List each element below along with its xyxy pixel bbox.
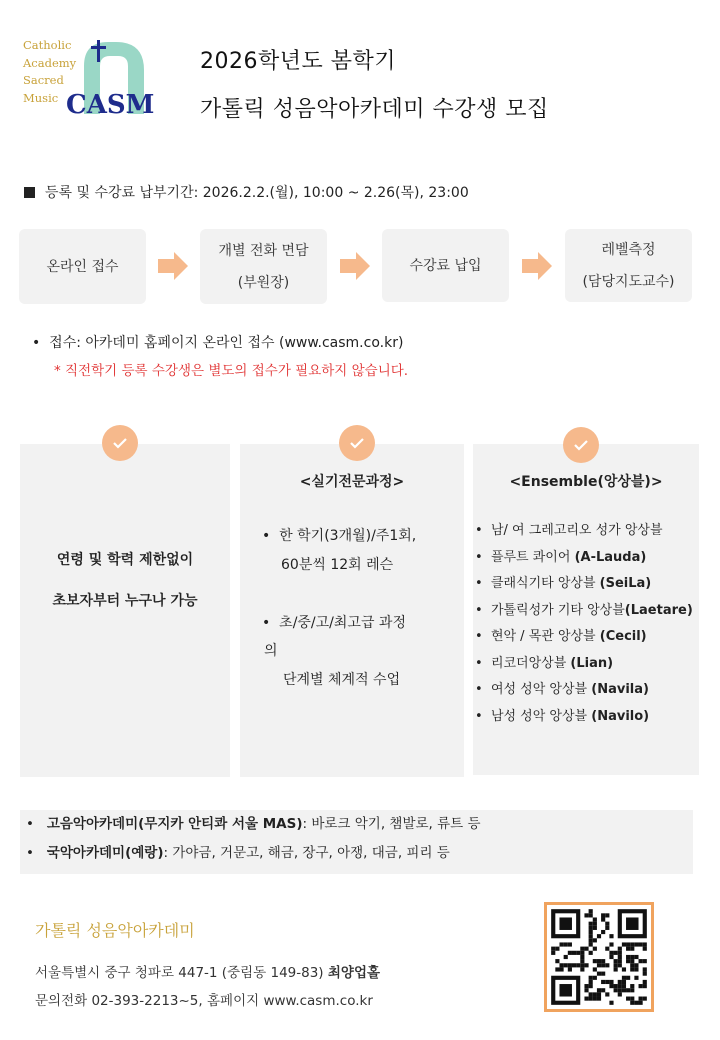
other-academies-box	[20, 810, 693, 874]
practical-course-item: • 한 학기(3개월)/주1회,	[262, 528, 417, 544]
other-academy-item: • 국악아카데미(예랑): 가야금, 거문고, 해금, 장구, 아쟁, 대금, 피리 등	[26, 845, 450, 861]
ensemble-list	[475, 518, 693, 730]
registration-info	[32, 332, 403, 352]
card-practical-course	[240, 444, 464, 777]
ensemble-title: <Ensemble(앙상블)>	[509, 474, 663, 490]
arrow-right-icon	[522, 252, 552, 280]
footer-contact: 문의전화 02-393-2213~5, 홈페이지 www.casm.co.kr	[35, 993, 373, 1009]
logo-line: Catholic	[23, 38, 72, 52]
practical-course-item: • 초/중/고/최고급 과정	[262, 615, 406, 631]
arrow-right-icon	[340, 252, 370, 280]
step-phone-interview	[200, 229, 327, 304]
registration-note: * 직전학기 등록 수강생은 별도의 접수가 필요하지 않습니다.	[54, 363, 409, 379]
step-label: 레벨측정	[601, 241, 656, 258]
ensemble-item: • 남/ 여 그레고리오 성가 앙상블	[475, 523, 663, 538]
registration-info-text: 접수: 아카데미 홈페이지 온라인 접수 (www.casm.co.kr)	[49, 335, 404, 351]
ensemble-item: • 가톨릭성가 기타 앙상블(Laetare)	[475, 602, 693, 618]
ensemble-item: • 현악 / 목관 앙상블 (Cecil)	[475, 629, 647, 644]
eligibility-line1: 연령 및 학력 제한없이	[56, 552, 194, 568]
ensemble-item: • 클래식기타 앙상블 (SeiLa)	[475, 576, 652, 591]
check-icon	[102, 425, 138, 461]
square-bullet-icon	[24, 187, 35, 198]
arrow-right-icon	[158, 252, 188, 280]
logo-line: Music	[23, 90, 59, 105]
ensemble-item: • 남성 성악 앙상블 (Navilo)	[475, 708, 650, 724]
footer-address: 서울특별시 중구 청파로 447-1 (중림동 149-83) 최양업홀	[35, 965, 381, 981]
bullet-icon: •	[32, 335, 50, 351]
ensemble-item: • 플루트 콰이어 (A-Lauda)	[475, 549, 647, 565]
other-academy-item: • 고음악아카데미(무지카 안티콰 서울 MAS): 바로크 악기, 챔발로, 류트 등	[26, 816, 481, 832]
logo-line: Sacred	[23, 73, 64, 87]
practical-course-title: <실기전문과정>	[299, 474, 405, 490]
footer-org-name: 가톨릭 성음악아카데미	[35, 921, 195, 940]
step-sublabel: (담당지도교수)	[582, 273, 675, 290]
bullet-icon: •	[262, 528, 280, 544]
step-level-test	[565, 229, 692, 302]
step-label: 수강료 납입	[409, 257, 482, 274]
card-eligibility	[20, 444, 230, 777]
step-tuition-payment	[382, 229, 509, 302]
logo-line: Academy	[23, 55, 77, 70]
practical-course-item-cont: 단계별 체계적 수업	[283, 672, 401, 688]
practical-course-item-cont: 의	[264, 643, 278, 659]
page-title-line2: 가톨릭 성음악아카데미 수강생 모집	[200, 97, 549, 122]
bullet-icon: •	[262, 615, 280, 631]
step-label: 온라인 접수	[46, 258, 119, 275]
step-sublabel: (부원장)	[237, 274, 290, 291]
step-online-application	[19, 229, 146, 304]
ensemble-item: • 리코더앙상블 (Lian)	[475, 655, 614, 671]
practical-course-item-cont: 60분씩 12회 레슨	[281, 557, 394, 573]
registration-period	[24, 182, 469, 202]
qr-code-icon[interactable]	[544, 902, 654, 1012]
check-icon	[563, 427, 599, 463]
page-title-line1: 2026학년도 봄학기	[200, 49, 396, 74]
ensemble-item: • 여성 성악 앙상블 (Navila)	[475, 682, 649, 697]
step-label: 개별 전화 면담	[218, 242, 309, 259]
casm-logo	[64, 36, 160, 120]
check-icon	[339, 425, 375, 461]
registration-period-text: 등록 및 수강료 납부기간: 2026.2.2.(월), 10:00 ~ 2.26(목), 23:00	[45, 185, 469, 201]
logo-wordmark: CASM	[66, 90, 155, 120]
eligibility-line2: 초보자부터 누구나 가능	[52, 593, 198, 609]
